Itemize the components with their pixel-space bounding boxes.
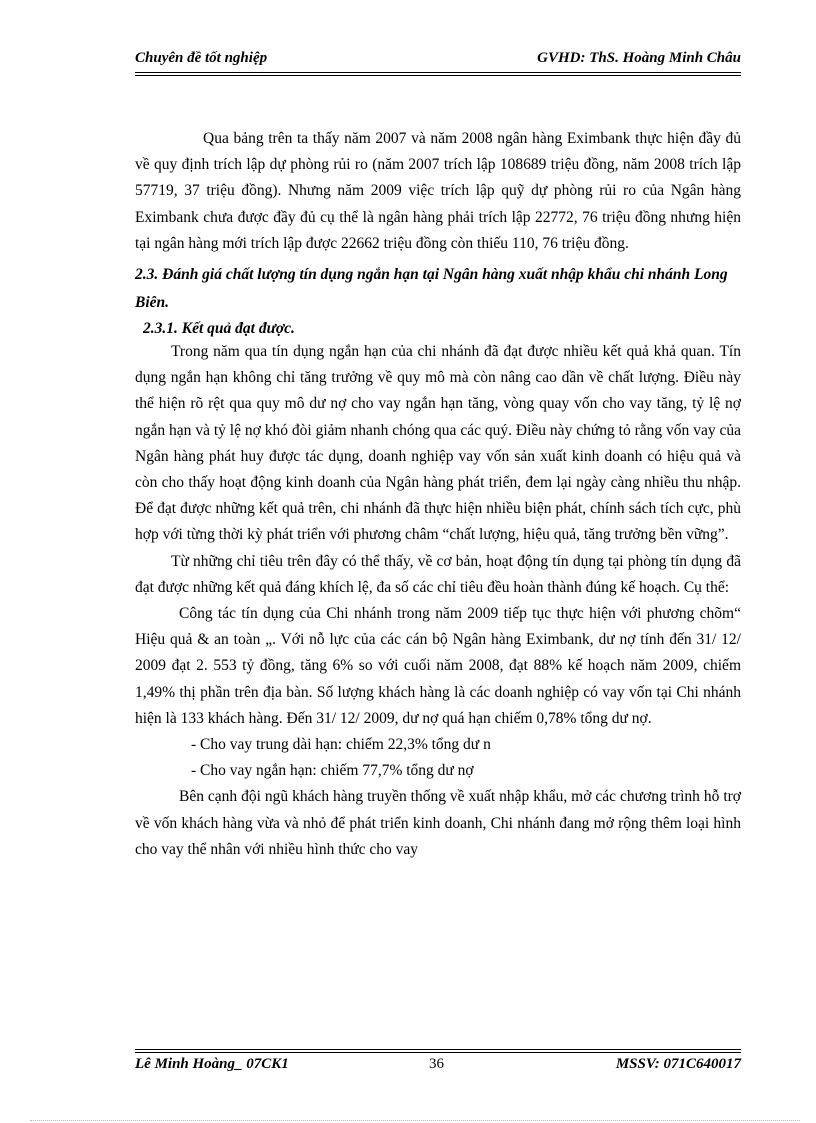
bullet-short-term: - Cho vay ngắn hạn: chiếm 77,7% tổng dư nợ — [191, 762, 474, 780]
paragraph-indicators: Từ những chỉ tiêu trên đây có thể thấy, về cơ bản, hoạt động tín dụng tại phòng tín dụng đã đạt được những kết quả đáng khích lệ, đa số các chỉ tiêu đều hoàn thành đúng kế hoạch. Cụ thể: — [135, 552, 741, 596]
footer-divider-thin — [135, 1049, 741, 1050]
paragraph-credit-work: Công tác tín dụng của Chi nhánh trong năm 2009 tiếp tục thực hiện với phương chõm“ Hiệu quả & an toàn „. Với nỗ lực của các cán bộ Ngân hàng Eximbank, dư nợ tính đến 31/ 12/ 2009 đạt 2. 553 tỷ đồng, tăng 6% so với cuối năm 2008, đạt 88% kế hoạch năm 2009, chiếm 1,49% thị phần trên địa bàn. Số lượng khách hàng là các doanh nghiệp có vay vốn tại Chi nhánh hiện là 133 khách hàng. Đến 31/ 12/ 2009, dư nợ quá hạn chiếm 0,78% tổng dư nợ. — [135, 605, 741, 727]
footer-student-id: MSSV: 071C640017 — [615, 1056, 741, 1072]
header-divider — [135, 72, 741, 73]
footer-divider — [135, 1052, 741, 1053]
header-divider-thin — [135, 75, 741, 76]
section-heading: 2.3. Đánh giá chất lượng tín dụng ngắn hạn tại Ngân hàng xuất nhập khẩu chi nhánh Long Biên. — [135, 266, 728, 312]
page-number: 36 — [429, 1056, 444, 1072]
footer-author: Lê Minh Hoàng_ 07CK1 — [135, 1056, 289, 1072]
paragraph-customers: Bên cạnh đội ngũ khách hàng truyền thống về xuất nhập khẩu, mở các chương trình hỗ trợ về vốn khách hàng vừa và nhỏ để phát triển kinh doanh, Chi nhánh đang mở rộng thêm loại hình cho vay thể nhân với nhiều hình thức cho vay — [135, 788, 741, 858]
page-footer — [135, 1056, 741, 1080]
header-supervisor: GVHD: ThS. Hoàng Minh Châu — [537, 50, 741, 66]
header-title: Chuyên đề tốt nghiệp — [135, 50, 268, 66]
subsection-heading: 2.3.1. Kết quả đạt được. — [143, 320, 295, 338]
page-body — [135, 126, 741, 863]
bullet-medium-long-term: - Cho vay trung dài hạn: chiếm 22,3% tổng dư n — [191, 736, 491, 754]
paragraph-results: Trong năm qua tín dụng ngắn hạn của chi nhánh đã đạt được nhiều kết quả khả quan. Tín dụng ngắn hạn không chỉ tăng trưởng về quy mô mà còn nâng cao dần về chất lượng. Điều này thể hiện rõ rệt qua quy mô dư nợ cho vay ngắn hạn tăng, vòng quay vốn cho vay tăng, tỷ lệ nợ ngắn hạn và tỷ lệ nợ khó đòi giảm nhanh chóng qua các quý. Điều này chứng tỏ rằng vốn vay của Ngân hàng phát huy được tác dụng, doanh nghiệp vay vốn sản xuất kinh doanh có hiệu quả và còn cho thấy hoạt động kinh doanh của Ngân hàng phát triển, đem lại ngày càng nhiều thu nhập. Để đạt được những kết quả trên, chi nhánh đã thực hiện nhiều biện phát, chính sách tích cực, phù hợp với từng thời kỳ phát triển với phương châm “chất lượng, hiệu quả, tăng trưởng bền vững”. — [135, 343, 741, 544]
page-header — [135, 48, 741, 72]
page-bottom-rule — [30, 1120, 800, 1121]
paragraph-provision: Qua bảng trên ta thấy năm 2007 và năm 2008 ngân hàng Eximbank thực hiện đầy đủ về quy định trích lập dự phòng rủi ro (năm 2007 trích lập 108689 triệu đồng, năm 2008 trích lập 57719, 37 triệu đồng). Nhưng năm 2009 việc trích lập quỹ dự phòng rủi ro của Ngân hàng Eximbank chưa được đầy đủ cụ thể là ngân hàng phải trích lập 22772, 76 triệu đồng nhưng hiện tại ngân hàng mới trích lập được 22662 triệu đồng còn thiếu 110, 76 triệu đồng. — [135, 130, 741, 252]
